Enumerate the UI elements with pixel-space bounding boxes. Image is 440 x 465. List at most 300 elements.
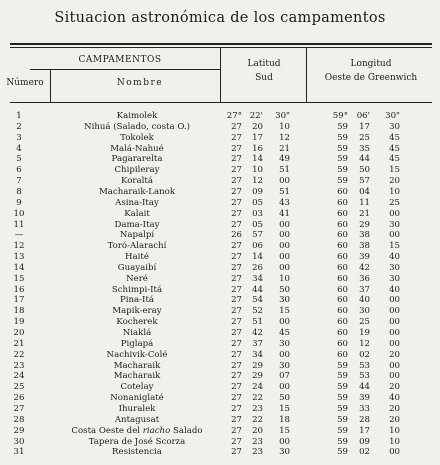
longitude-minutes: 11 [359, 197, 370, 208]
latitude-seconds: 00 [279, 219, 290, 230]
camp-name: Dama-Itay [114, 219, 160, 230]
row-number: 24 [13, 371, 25, 382]
longitude-seconds: 00 [389, 328, 400, 338]
vertical-rule-numero [50, 70, 51, 102]
longitude-degrees: 60 [337, 186, 348, 197]
row-number: 13 [13, 252, 25, 263]
table-row [0, 165, 440, 176]
latitude-degrees: 27 [231, 447, 242, 458]
longitude-minutes: 39 [359, 393, 370, 404]
latitude-seconds: 43 [279, 197, 290, 208]
longitude-seconds: 20 [389, 349, 400, 360]
table-row [0, 447, 440, 458]
latitude-degrees: 27 [231, 328, 242, 338]
longitude-seconds: 45 [389, 154, 400, 165]
latitude-seconds: 45 [279, 328, 290, 338]
longitude-seconds: 30 [389, 273, 400, 284]
table-row [0, 317, 440, 328]
row-number: 2 [16, 121, 22, 132]
camp-name: Macharaik [113, 371, 161, 382]
longitude-minutes: 53 [359, 371, 370, 382]
longitude-seconds: 00 [389, 447, 400, 458]
camp-name: Koraltá [121, 176, 153, 187]
table-row [0, 220, 440, 231]
longitude-seconds: 45 [389, 132, 400, 143]
latitude-degrees: 27 [231, 154, 242, 165]
row-number: 8 [16, 186, 22, 197]
camp-name: Macharaik-Lanok [98, 186, 176, 197]
latitude-degrees: 27 [231, 208, 242, 219]
table-row [0, 274, 440, 285]
latitude-seconds: 50 [279, 284, 290, 295]
camp-name: Nachivik-Colé [106, 349, 168, 360]
longitude-degrees: 59 [337, 360, 348, 371]
row-number: 5 [16, 154, 22, 165]
longitude-degrees: 60 [337, 349, 348, 360]
longitude-degrees: 59 [337, 382, 348, 393]
latitude-degrees: 27 [231, 241, 242, 252]
latitude-minutes: 54 [252, 295, 263, 306]
header-campamentos-underline [30, 69, 220, 70]
camp-name: Pagararelta [111, 154, 163, 165]
latitude-seconds: 12 [279, 132, 290, 143]
longitude-degrees: 59 [337, 165, 348, 176]
longitude-degrees: 59 [337, 447, 348, 458]
longitude-minutes: 21 [359, 208, 370, 219]
longitude-seconds: 20 [389, 403, 400, 414]
header-bottom-rule [10, 102, 432, 103]
latitude-seconds: 10 [279, 121, 290, 132]
longitude-degrees: 60 [337, 219, 348, 230]
camp-name: Piglapá [120, 338, 154, 349]
longitude-minutes: 44 [359, 382, 370, 393]
latitude-seconds: 15 [279, 403, 290, 414]
latitude-minutes: 12 [252, 176, 263, 187]
camp-name: Neré [126, 273, 148, 284]
longitude-seconds: 00 [389, 360, 400, 371]
vertical-rule-latitud [306, 48, 307, 102]
row-number: 6 [16, 165, 22, 176]
longitude-minutes: 42 [359, 262, 370, 273]
table-row [0, 350, 440, 361]
camp-name: Ihuralek [118, 403, 156, 414]
latitude-seconds: 49 [279, 154, 290, 165]
table-row [0, 230, 440, 241]
longitude-seconds: 30 [389, 121, 400, 132]
longitude-seconds: 30" [385, 111, 400, 121]
longitude-degrees: 60 [337, 328, 348, 338]
latitude-minutes: 06 [252, 241, 263, 252]
latitude-minutes: 20 [252, 121, 263, 132]
table-row [0, 306, 440, 317]
longitude-minutes: 29 [359, 219, 370, 230]
latitude-seconds: 15 [279, 425, 290, 436]
row-number: 14 [13, 262, 25, 273]
longitude-seconds: 25 [389, 197, 400, 208]
longitude-minutes: 40 [359, 295, 370, 306]
latitude-minutes: 29 [252, 371, 263, 382]
table-row [0, 295, 440, 306]
longitude-seconds: 45 [389, 143, 400, 154]
camp-name: Nihuá (Salado, costa O.) [84, 121, 190, 132]
longitude-seconds: 00 [389, 317, 400, 328]
longitude-minutes: 17 [359, 121, 370, 132]
longitude-minutes: 38 [359, 230, 370, 241]
longitude-seconds: 00 [389, 338, 400, 349]
longitude-minutes: 28 [359, 414, 370, 425]
latitude-seconds: 41 [279, 208, 290, 219]
longitude-degrees: 60 [337, 284, 348, 295]
longitude-seconds: 20 [389, 414, 400, 425]
latitude-degrees: 27 [231, 295, 242, 306]
latitude-minutes: 42 [252, 328, 263, 338]
latitude-seconds: 10 [279, 273, 290, 284]
header-longitud: Longitud [350, 59, 392, 69]
camp-name: Costa Oeste del riacho Salado [71, 425, 203, 436]
latitude-degrees: 27 [231, 349, 242, 360]
longitude-degrees: 59 [337, 393, 348, 404]
latitude-minutes: 52 [252, 306, 263, 317]
row-number: 17 [13, 295, 25, 306]
longitude-minutes: 53 [359, 360, 370, 371]
latitude-minutes: 26 [252, 262, 263, 273]
camp-name: Pina-Itá [119, 295, 155, 306]
longitude-seconds: 30 [389, 219, 400, 230]
longitude-seconds: 10 [389, 425, 400, 436]
camp-name: Nonaniglaté [110, 393, 164, 404]
latitude-minutes: 16 [252, 143, 263, 154]
latitude-minutes: 34 [252, 349, 263, 360]
latitude-minutes: 37 [252, 338, 263, 349]
latitude-minutes: 51 [252, 317, 263, 328]
longitude-degrees: 59° [332, 111, 348, 121]
latitude-minutes: 09 [252, 186, 263, 197]
latitude-seconds: 00 [279, 262, 290, 273]
table-row [0, 415, 440, 426]
latitude-degrees: 27 [231, 382, 242, 393]
latitude-seconds: 00 [279, 230, 290, 241]
latitude-seconds: 00 [279, 176, 290, 187]
latitude-degrees: 27 [231, 371, 242, 382]
latitude-minutes: 03 [252, 208, 263, 219]
camp-name: Antagusat [114, 414, 160, 425]
row-number: 31 [13, 447, 25, 458]
row-number: 22 [13, 349, 25, 360]
longitude-minutes: 02 [359, 349, 370, 360]
latitude-minutes: 22 [252, 414, 263, 425]
table-row [0, 122, 440, 133]
latitude-seconds: 00 [279, 252, 290, 263]
row-number: 18 [13, 306, 25, 317]
longitude-seconds: 10 [389, 186, 400, 197]
row-number: 27 [13, 403, 25, 414]
camp-name: Haité [125, 252, 149, 263]
row-number: 11 [13, 219, 25, 230]
row-number: — [14, 230, 24, 241]
longitude-seconds: 00 [389, 230, 400, 241]
latitude-minutes: 22' [249, 111, 263, 121]
latitude-degrees: 27 [231, 197, 242, 208]
longitude-degrees: 60 [337, 208, 348, 219]
row-number: 9 [16, 197, 22, 208]
latitude-degrees: 27 [231, 143, 242, 154]
table-top-rule-thin [10, 47, 432, 48]
longitude-degrees: 60 [337, 252, 348, 263]
table-row [0, 144, 440, 155]
longitude-minutes: 44 [359, 154, 370, 165]
latitude-degrees: 27 [231, 176, 242, 187]
longitude-degrees: 59 [337, 436, 348, 447]
latitude-degrees: 27 [231, 414, 242, 425]
table-row [0, 426, 440, 437]
latitude-seconds: 21 [279, 143, 290, 154]
row-number: 30 [13, 436, 25, 447]
longitude-minutes: 12 [359, 338, 370, 349]
camp-name: Niaklá [122, 328, 152, 338]
latitude-degrees: 26 [231, 230, 242, 241]
camp-name-italic: riacho [142, 425, 171, 436]
longitude-degrees: 60 [337, 306, 348, 317]
table-row [0, 252, 440, 263]
longitude-degrees: 59 [337, 143, 348, 154]
header-nombre: Nombre [116, 78, 164, 88]
vertical-rule-nombre [220, 48, 221, 102]
latitude-degrees: 27 [231, 306, 242, 317]
latitude-degrees: 27 [231, 262, 242, 273]
latitude-minutes: 22 [252, 393, 263, 404]
table-row [0, 404, 440, 415]
longitude-minutes: 37 [359, 284, 370, 295]
longitude-seconds: 15 [389, 241, 400, 252]
latitude-minutes: 10 [252, 165, 263, 176]
row-number: 29 [13, 425, 25, 436]
longitude-degrees: 59 [337, 176, 348, 187]
table-row [0, 198, 440, 209]
longitude-degrees: 60 [337, 273, 348, 284]
table-row [0, 285, 440, 296]
longitude-minutes: 35 [359, 143, 370, 154]
latitude-minutes: 44 [252, 284, 263, 295]
longitude-seconds: 00 [389, 208, 400, 219]
longitude-degrees: 59 [337, 403, 348, 414]
table-row [0, 187, 440, 198]
latitude-degrees: 27 [231, 403, 242, 414]
row-number: 15 [13, 273, 25, 284]
row-number: 1 [16, 111, 22, 121]
longitude-minutes: 25 [359, 317, 370, 328]
latitude-degrees: 27 [231, 121, 242, 132]
latitude-minutes: 05 [252, 197, 263, 208]
longitude-seconds: 10 [389, 436, 400, 447]
longitude-degrees: 60 [337, 295, 348, 306]
latitude-degrees: 27 [231, 393, 242, 404]
camp-name: Guayaibí [117, 262, 157, 273]
latitude-seconds: 30 [279, 447, 290, 458]
longitude-seconds: 00 [389, 306, 400, 317]
table-row [0, 154, 440, 165]
longitude-minutes: 17 [359, 425, 370, 436]
row-number: 7 [16, 176, 22, 187]
longitude-minutes: 30 [359, 306, 370, 317]
longitude-degrees: 59 [337, 371, 348, 382]
camp-name: Mapik-eray [112, 306, 162, 317]
latitude-minutes: 29 [252, 360, 263, 371]
table-row [0, 371, 440, 382]
latitude-minutes: 05 [252, 219, 263, 230]
longitude-minutes: 50 [359, 165, 370, 176]
camp-name: Macharaik [113, 360, 161, 371]
table-row [0, 393, 440, 404]
table-row [0, 241, 440, 252]
latitude-degrees: 27 [231, 360, 242, 371]
latitude-seconds: 00 [279, 382, 290, 393]
latitude-seconds: 00 [279, 241, 290, 252]
latitude-degrees: 27 [231, 338, 242, 349]
latitude-minutes: 23 [252, 436, 263, 447]
latitude-degrees: 27 [231, 252, 242, 263]
camp-name: Kaimolek [116, 111, 158, 121]
longitude-minutes: 36 [359, 273, 370, 284]
latitude-minutes: 14 [252, 252, 263, 263]
latitude-seconds: 50 [279, 393, 290, 404]
latitude-degrees: 27 [231, 219, 242, 230]
camp-name: Cotelay [120, 382, 154, 393]
latitude-minutes: 14 [252, 154, 263, 165]
table-row [0, 339, 440, 350]
latitude-degrees: 27 [231, 132, 242, 143]
camp-name: Asina-Itay [115, 197, 159, 208]
latitude-seconds: 15 [279, 306, 290, 317]
longitude-degrees: 59 [337, 425, 348, 436]
latitude-minutes: 17 [252, 132, 263, 143]
table-row [0, 263, 440, 274]
longitude-minutes: 33 [359, 403, 370, 414]
longitude-seconds: 30 [389, 262, 400, 273]
latitude-seconds: 30 [279, 360, 290, 371]
row-number: 16 [13, 284, 25, 295]
latitude-seconds: 00 [279, 317, 290, 328]
latitude-seconds: 51 [279, 186, 290, 197]
page-title: Situacion astronómica de los campamentos [54, 10, 386, 26]
longitude-degrees: 60 [337, 317, 348, 328]
latitude-minutes: 57 [252, 230, 263, 241]
row-number: 20 [13, 328, 25, 338]
row-number: 26 [13, 393, 25, 404]
latitude-seconds: 00 [279, 436, 290, 447]
latitude-degrees: 27 [231, 425, 242, 436]
camp-name: Tapera de José Scorza [88, 436, 186, 447]
row-number: 23 [13, 360, 25, 371]
camp-name: Toró-Alarachí [107, 241, 167, 252]
row-number: 28 [13, 414, 25, 425]
longitude-seconds: 00 [389, 295, 400, 306]
header-campamentos: CAMPAMENTOS [78, 55, 162, 65]
row-number: 25 [13, 382, 25, 393]
longitude-minutes: 19 [359, 328, 370, 338]
latitude-seconds: 51 [279, 165, 290, 176]
longitude-minutes: 09 [359, 436, 370, 447]
longitude-degrees: 59 [337, 154, 348, 165]
table-row [0, 328, 440, 339]
header-numero: Número [6, 78, 44, 88]
longitude-seconds: 15 [389, 165, 400, 176]
camp-name: Resistencia [112, 447, 162, 458]
camp-name: Schimpi-Itá [111, 284, 163, 295]
table-row [0, 361, 440, 372]
header-latitud: Latitud [247, 59, 281, 69]
row-number: 12 [13, 241, 25, 252]
row-number: 19 [13, 317, 25, 328]
row-number: 4 [16, 143, 22, 154]
latitude-degrees: 27 [231, 165, 242, 176]
longitude-minutes: 06' [356, 111, 370, 121]
row-number: 21 [13, 338, 25, 349]
longitude-degrees: 59 [337, 132, 348, 143]
latitude-seconds: 00 [279, 349, 290, 360]
latitude-degrees: 27 [231, 273, 242, 284]
row-number: 3 [16, 132, 22, 143]
latitude-seconds: 30 [279, 338, 290, 349]
longitude-seconds: 40 [389, 252, 400, 263]
table-row [0, 176, 440, 187]
camp-name: Tokolek [120, 132, 154, 143]
latitude-minutes: 20 [252, 425, 263, 436]
latitude-degrees: 27 [231, 284, 242, 295]
longitude-seconds: 20 [389, 176, 400, 187]
camp-name: Chipileray [114, 165, 160, 176]
longitude-degrees: 60 [337, 338, 348, 349]
table-row [0, 209, 440, 220]
table-row [0, 382, 440, 393]
longitude-degrees: 60 [337, 230, 348, 241]
latitude-degrees: 27 [231, 436, 242, 447]
latitude-degrees: 27° [226, 111, 242, 121]
longitude-minutes: 04 [359, 186, 370, 197]
row-number: 10 [13, 208, 25, 219]
latitude-minutes: 24 [252, 382, 263, 393]
table-row [0, 111, 440, 122]
camp-name: Napalpí [119, 230, 155, 241]
latitude-seconds: 30 [279, 295, 290, 306]
longitude-minutes: 38 [359, 241, 370, 252]
latitude-minutes: 23 [252, 403, 263, 414]
longitude-degrees: 59 [337, 414, 348, 425]
longitude-minutes: 39 [359, 252, 370, 263]
longitude-minutes: 57 [359, 176, 370, 187]
longitude-seconds: 00 [389, 371, 400, 382]
latitude-minutes: 34 [252, 273, 263, 284]
table-top-rule [10, 43, 432, 45]
camp-name: Malá-Nahué [110, 143, 164, 154]
latitude-seconds: 18 [279, 414, 290, 425]
longitude-seconds: 20 [389, 382, 400, 393]
latitude-seconds: 07 [279, 371, 290, 382]
latitude-degrees: 27 [231, 186, 242, 197]
longitude-seconds: 40 [389, 393, 400, 404]
longitude-degrees: 60 [337, 241, 348, 252]
longitude-degrees: 59 [337, 121, 348, 132]
table-row [0, 133, 440, 144]
latitude-seconds: 30" [275, 111, 290, 121]
longitude-minutes: 25 [359, 132, 370, 143]
header-sud: Sud [255, 73, 273, 83]
longitude-degrees: 60 [337, 262, 348, 273]
longitude-minutes: 02 [359, 447, 370, 458]
latitude-degrees: 27 [231, 317, 242, 328]
camp-name: Kalait [124, 208, 150, 219]
latitude-minutes: 23 [252, 447, 263, 458]
table-row [0, 437, 440, 448]
